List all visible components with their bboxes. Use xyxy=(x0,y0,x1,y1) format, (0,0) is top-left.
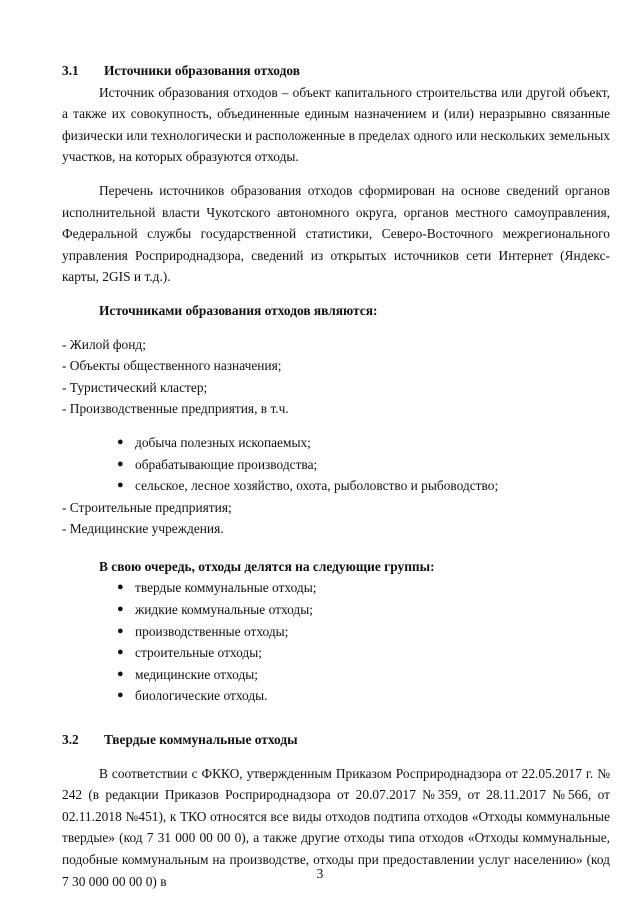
list-item: ● производственные отходы; xyxy=(62,621,610,643)
list-item: - Медицинские учреждения. xyxy=(62,521,224,537)
list-item: ● сельское, лесное хозяйство, охота, рыболовство и рыбоводство; xyxy=(62,475,610,497)
paragraph-definition: Источник образования отходов – объект капитального строительства или другой объект, а также их совокупность, объединенные единым назначением и (или) неразрывно связанные физически или технологически и расположенные в пределах одного или нескольких земельных участков, на которых образуются отходы. xyxy=(62,84,610,165)
list-item: ● медицинские отходы; xyxy=(62,664,610,686)
sources-list xyxy=(62,334,610,420)
bullet-icon: ● xyxy=(117,646,124,659)
list-item: - Строительные предприятия; xyxy=(62,499,232,515)
section-number: 3.1 xyxy=(62,63,79,78)
section-heading-3-2 xyxy=(62,729,610,751)
list-item: ● твердые коммунальные отходы; xyxy=(62,577,610,599)
list-item: - Жилой фонд; xyxy=(62,336,146,352)
section-title: Твердые коммунальные отходы xyxy=(104,732,298,748)
bullet-icon: ● xyxy=(117,603,124,616)
list-item: - Туристический кластер; xyxy=(62,379,208,395)
paragraph-tko: В соответствии с ФККО, утвержденным Приказом Росприроднадзора от 22.05.2017 г. № 242 (в редакции Приказов Росприроднадзора от 20.07.2017 №359, от 28.11.2017 №566, от 02.11.2018 №451), к ТКО относятся все виды отходов подтипа отходов «Отходы коммунальные твердые» (код 7 31 000 00 00 0), а также другие отходы типа отходов «Отходы коммунальные, подобные коммунальным на производстве, отходы при предоставлении услуг населению» (код 7 30 000 00 00 0) в xyxy=(62,765,610,889)
section-heading-3-1 xyxy=(62,60,610,82)
section-number: 3.2 xyxy=(62,732,79,748)
list-item: ● жидкие коммунальные отходы; xyxy=(62,599,610,621)
bullet-icon: ● xyxy=(117,435,124,448)
list-item: - Производственные предприятия, в т.ч. xyxy=(62,401,289,417)
document-page xyxy=(62,60,610,892)
paragraph-sources-list: Перечень источников образования отходов сформирован на основе сведений органов исполнительной власти Чукотского автономного округа, органов местного самоуправления, Федеральной службы государственной статистики, Северо-Восточного межрегионального управления Росприроднадзора, сведений из открытых источников сети Интернет (Яндекс-карты, 2GIS и т.д.). xyxy=(62,182,610,285)
bullet-icon: ● xyxy=(117,581,124,594)
groups-heading: В свою очередь, отходы делятся на следующие группы: xyxy=(99,558,435,574)
list-item: ● обрабатывающие производства; xyxy=(62,454,610,476)
bullet-icon: ● xyxy=(117,689,124,702)
section-title: Источники образования отходов xyxy=(104,63,300,78)
bullet-icon: ● xyxy=(117,667,124,680)
list-item: ● добыча полезных ископаемых; xyxy=(62,432,610,454)
page-number: 3 xyxy=(316,866,324,881)
list-item: ● биологические отходы. xyxy=(62,685,610,707)
list-item: ● строительные отходы; xyxy=(62,642,610,664)
sources-heading: Источниками образования отходов являются: xyxy=(99,302,378,318)
sources-list-continued xyxy=(62,497,610,540)
bullet-icon: ● xyxy=(117,624,124,637)
production-list xyxy=(62,432,610,497)
waste-groups-list xyxy=(62,577,610,707)
bullet-icon: ● xyxy=(117,479,124,492)
list-item: - Объекты общественного назначения; xyxy=(62,358,282,374)
bullet-icon: ● xyxy=(117,457,124,470)
